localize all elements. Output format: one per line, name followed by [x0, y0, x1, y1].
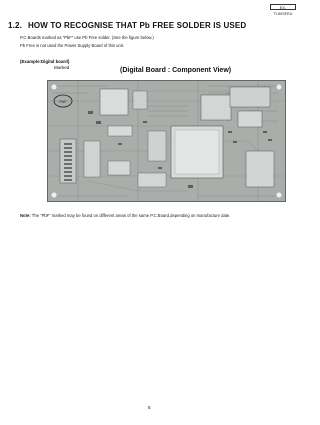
example-label: (Example:Digital board) [20, 59, 70, 64]
section-heading [8, 21, 246, 30]
power-supply-note-text: Pb Free is not used the Power Supply Board of this unit. [20, 43, 125, 48]
section-title: HOW TO RECOGNISE THAT Pb FREE SOLDER IS USED [28, 21, 247, 30]
section-number: 1.2. [8, 21, 22, 30]
note-body: The “PbF” marked may be found on different areas of the same P.C.Board,depending on manufacture date. [30, 213, 231, 218]
model-code-box: EX-TL50SFEU [270, 4, 296, 10]
note-text [20, 213, 230, 218]
pcb-illustration [48, 81, 285, 201]
board-title: (Digital Board : Component View) [120, 67, 232, 74]
note-prefix: Note: [20, 213, 31, 218]
pbf-description-text: P.C.Boards marked as “PbF” use Pb Free solder. (See the figure below.) [20, 35, 154, 40]
pbf-mark: PbF [59, 99, 67, 104]
marked-label: Marked [54, 65, 70, 70]
page-number: 5 [148, 405, 151, 410]
digital-board-photo [47, 80, 286, 202]
